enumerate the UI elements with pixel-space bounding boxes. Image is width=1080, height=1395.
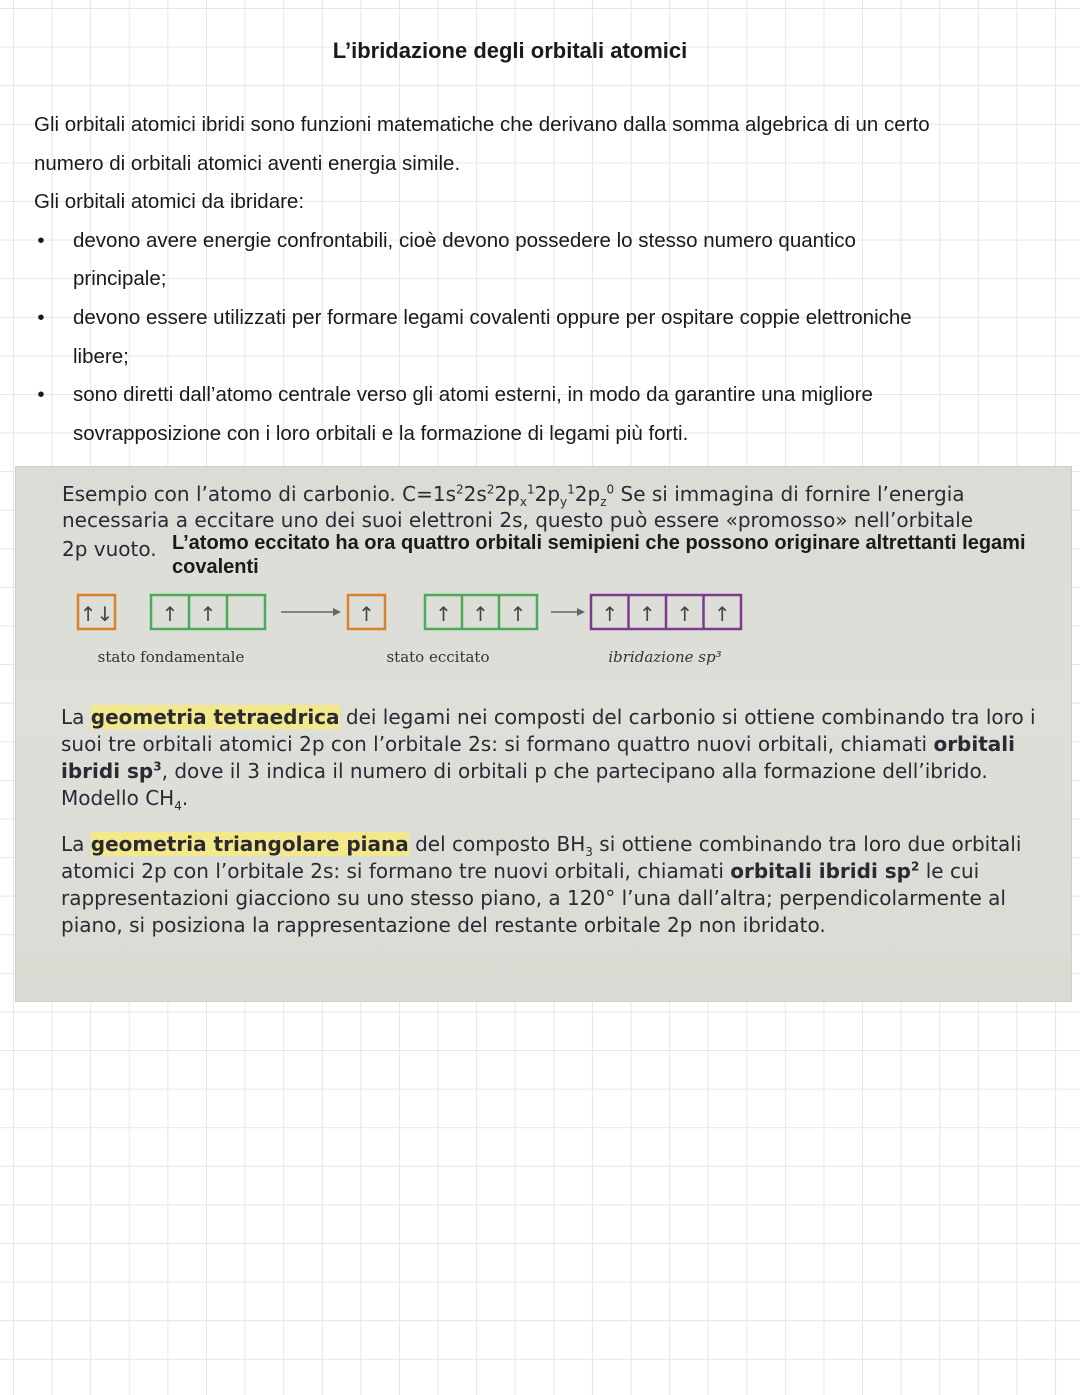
hybridization-label: ibridazione sp³ <box>608 648 722 666</box>
excited-state-label: stato eccitato <box>386 648 490 666</box>
svg-text:↑: ↑ <box>435 602 452 626</box>
tetrahedral-paragraph: La geometria tetraedrica dei legami nei composti del carbonio si ottiene combinando tra loro i suoi tre orbitali atomici 2p con l’orbitale 2s: si formano quattro nuovi orbitali, chiamati orbitali ibridi $sp^3$, dove il 3 indica il numero di orbitali p che partecipano alla formazione dell’ibrido. Modello $CH_4$. <box>61 705 1036 813</box>
svg-text:↑↓: ↑↓ <box>79 602 114 626</box>
list-item-text: sovrapposizione con i loro orbitali e la formazione di legami più forti. <box>73 421 689 445</box>
excited-state-2p-boxes <box>425 595 537 629</box>
ground-state-label: stato fondamentale <box>97 648 245 666</box>
list-item-text: devono avere energie confrontabili, cioè devono possedere lo stesso numero quantico <box>73 228 856 252</box>
highlighted-term: geometria triangolare piana <box>90 832 409 856</box>
page-title: L’ibridazione degli orbitali atomici <box>332 38 688 63</box>
svg-text:↑: ↑ <box>358 602 375 626</box>
excited-state-2s-box <box>348 595 385 629</box>
list-item-text: sono diretti dall’atomo centrale verso gli atomi esterni, in modo da garantire una migliore <box>73 383 873 407</box>
list-item <box>34 376 1044 453</box>
trigonal-paragraph: La geometria triangolare piana del composto $BH_3$ si ottiene combinando tra loro due orbitali atomici 2p con l’orbitale 2s: si formano tre nuovi orbitali, chiamati orbitali ibridi $sp^2$ le cui rappresentazioni giacciono su uno stesso piano, a 120° l’una dall’altra; perpendicolarmente al piano, si posiziona la rappresentazione del restante orbitale 2p non ibridato. <box>61 832 1022 937</box>
criteria-list <box>34 222 1044 454</box>
list-item <box>34 222 1044 299</box>
ground-state-2p-boxes <box>151 595 265 629</box>
excited-atom-note: L’atomo eccitato ha ora quattro orbitali semipieni che possono originare altrettanti legami covalenti <box>172 532 1026 578</box>
bullet-icon: • <box>37 228 45 252</box>
orbital-diagram <box>15 584 1072 674</box>
bullet-icon: • <box>37 305 45 329</box>
intro-line: numero di orbitali atomici aventi energia simile. <box>34 151 461 175</box>
list-item <box>34 299 1044 376</box>
svg-text:↑: ↑ <box>161 602 179 626</box>
highlighted-term: geometria tetraedrica <box>90 705 340 729</box>
intro-section <box>34 106 1044 453</box>
example-line: 2p vuoto. <box>62 537 157 561</box>
bullet-icon: • <box>37 383 45 407</box>
svg-text:↑: ↑ <box>601 602 619 626</box>
arrow-icon <box>281 608 341 616</box>
svg-text:↑: ↑ <box>199 602 217 626</box>
example-line: Esempio con l’atomo di carbonio. $C=1s^22s^22p_x^12p_y^12p_z^0$ Se si immagina di fornire l’energia <box>62 482 965 509</box>
list-item-text: devono essere utilizzati per formare legami covalenti oppure per ospitare coppie elettroniche <box>73 305 912 329</box>
example-line: necessaria a eccitare uno dei suoi elettroni 2s, questo può essere «promosso» nell’orbitale <box>62 508 974 532</box>
textbook-photo <box>15 466 1072 1002</box>
arrow-icon <box>551 608 585 616</box>
svg-text:↑: ↑ <box>676 602 694 626</box>
ground-state-2s-box <box>78 595 115 629</box>
list-item-text: libere; <box>73 344 129 368</box>
sp3-hybrid-boxes <box>591 595 741 629</box>
svg-text:↑: ↑ <box>509 602 527 626</box>
list-item-text: principale; <box>73 267 167 291</box>
svg-text:↑: ↑ <box>638 602 656 626</box>
intro-line: Gli orbitali atomici da ibridare: <box>34 190 305 214</box>
intro-line: Gli orbitali atomici ibridi sono funzioni matematiche che derivano dalla somma algebrica di un certo <box>34 113 930 136</box>
svg-text:↑: ↑ <box>713 602 731 626</box>
svg-text:↑: ↑ <box>472 602 489 626</box>
